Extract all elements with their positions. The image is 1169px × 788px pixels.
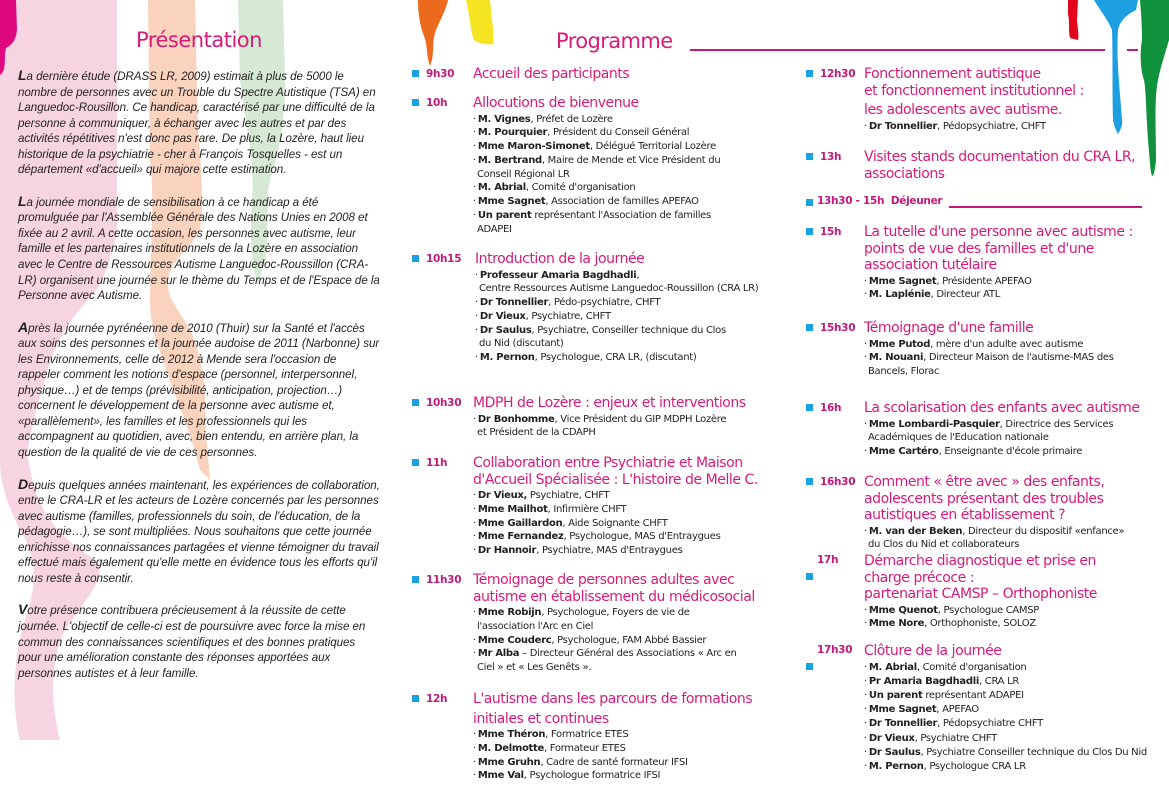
speaker-name: Dr Saulus [868,746,921,758]
speaker-name: Mme Val [477,770,524,782]
programme-time: 17h30 [817,644,853,656]
dropcap: L [18,192,27,209]
speaker-list-item [864,338,1154,352]
square-bullet-icon [806,199,813,206]
dropcap: D [18,475,29,492]
programme-time: 10h30 [426,397,462,409]
bullet-dot-icon: · [473,503,476,515]
speaker-list-item [864,717,1154,731]
speaker-name: Un parent [868,689,923,701]
programme-item-title: Comment « être avec » des enfants, adolescents présentant des troubles autistiques en établissement ? [864,474,1105,523]
speaker-role: , Directeur du dispositif «enfance» [962,525,1125,537]
speaker-list-item [475,324,790,352]
speaker-name: Dr Vieux, [477,490,528,501]
programme-item-title: Témoignage d'une famille [864,320,1034,336]
bullet-dot-icon: · [864,746,867,758]
bullet-dot-icon: · [475,297,478,309]
speaker-list-item [473,503,788,517]
speaker-role: , Enseignante d'école primaire [938,446,1083,458]
speaker-name: Professeur Amaria Bagdhadli [479,269,637,281]
bullet-dot-icon: · [864,446,867,458]
speaker-list [473,413,788,441]
bullet-dot-icon: · [473,154,476,166]
speaker-role-continued: ADAPEI [477,223,512,235]
bullet-dot-icon: · [864,352,867,364]
bullet-dot-icon: · [473,141,476,153]
speaker-name: Mme Nore [868,618,925,630]
speaker-name: M. Pernon [479,352,535,364]
bullet-dot-icon: · [473,648,476,660]
bullet-dot-icon: · [475,324,478,336]
speaker-list-item [864,661,1154,675]
dropcap: A [18,318,29,335]
speaker-role: , Psychologue, MAS d'Entraygues [563,531,721,543]
lunch-label [817,195,942,207]
speaker-role: , Infirmière CHFT [547,503,627,515]
speaker-name: Mme Gaillardon [477,517,563,529]
bullet-dot-icon: · [473,607,476,618]
speaker-role: , Pédopsychiatre, CHFT [937,120,1046,132]
speaker-list [473,728,773,783]
programme-title-rule-end [1127,49,1138,51]
speaker-name: Dr Tonnellier [868,120,938,132]
square-bullet-icon [806,404,813,411]
speaker-role: , Psychologue CRA LR [923,760,1026,772]
speaker-role-continued: l'association l'Arc en Ciel [477,620,594,632]
speaker-name: Mme Putod [868,338,931,350]
presentation-paragraph [18,68,380,178]
bullet-dot-icon: · [475,352,478,364]
programme-item-body [864,553,1154,631]
speaker-list [475,269,790,366]
speaker-list-item [475,351,790,365]
speaker-role: , Directeur ATL [930,289,1000,301]
speaker-role: Psychiatre, CHFT [527,490,610,501]
speaker-list-item [473,489,788,503]
speaker-name: Dr Bonhomme [477,413,555,425]
yellow-splash [466,0,494,44]
bullet-dot-icon: · [473,196,476,208]
speaker-name: Dr Tonnellier [868,718,938,730]
speaker-list-item [473,181,788,195]
speaker-role: , CRA LR [979,675,1020,687]
speaker-list [473,113,788,237]
speaker-list-item [473,517,788,531]
speaker-list-item [864,675,1154,689]
programme-item-body [864,66,1154,133]
programme-item-body [475,251,790,365]
presentation-paragraph [18,602,380,681]
programme-title-rule [690,49,1105,51]
speaker-name: Mme Quenot [868,604,938,616]
speaker-name: M. Abrial [868,661,917,673]
speaker-role-continued: Bancels, Florac [868,366,940,378]
bullet-dot-icon: · [864,275,867,287]
programme-time: 16h [820,402,842,414]
bullet-dot-icon: · [473,729,476,740]
speaker-list-item [475,310,790,324]
speaker-name: M. Laplénie [868,289,931,301]
speaker-role: , [636,269,640,281]
speaker-role: , Vice Président du GIP MDPH Lozère [554,413,727,425]
speaker-list-item [473,140,788,154]
square-bullet-icon [806,663,813,670]
programme-item-title: Visites stands documentation du CRA LR, associations [864,149,1136,182]
square-bullet-icon [412,576,419,583]
bullet-dot-icon: · [473,490,476,501]
speaker-role: , Maire de Mende et Vice Président du [541,154,721,166]
speaker-list [864,418,1154,459]
speaker-name: Mme Maron-Simonet [477,141,590,153]
speaker-name: Pr Amaria Bagdhadli [868,675,979,687]
speaker-list [864,525,1154,553]
speaker-list-item [864,617,1154,631]
speaker-list [864,338,1154,379]
speaker-name: Mme Couderc [477,634,552,646]
programme-item-body [864,400,1154,459]
speaker-role-continued: Centre Ressources Autisme Languedoc-Roussillon (CRA LR) [479,283,759,295]
speaker-list-item [473,209,788,237]
speaker-name: Mme Mailhot [477,503,548,515]
speaker-role: , APEFAO [936,704,979,716]
programme-item-title: MDPH de Lozère : enjeux et interventions [473,395,746,411]
speaker-role: , Psychiatre Conseiller technique du Clos Du Nid [920,746,1147,758]
programme-item-title: Témoignage de personnes adultes avec autisme en établissement du médicosocial [473,572,755,605]
bullet-dot-icon: · [864,604,867,616]
speaker-list-item [473,647,788,675]
bullet-dot-icon: · [864,525,867,537]
speaker-list-item [473,413,788,441]
dropcap: L [18,67,27,83]
speaker-role: – Directeur Général des Associations « Arc en [519,648,737,660]
speaker-list [864,120,1154,134]
programme-time: 11h30 [426,574,462,586]
red-splash [1068,0,1078,40]
speaker-name: Mme Cartéro [868,446,939,458]
programme-item-body [864,320,1154,379]
speaker-name: Mme Théron [477,729,546,740]
programme-time: 12h [426,693,448,705]
speaker-list-item [864,275,1154,289]
speaker-role-continued: du Nid (discutant) [479,338,564,350]
speaker-list-item [473,195,788,209]
programme-time: 15h30 [820,322,856,334]
programme-item-body [473,395,788,440]
bullet-dot-icon: · [473,756,476,768]
speaker-role: , Psychiatre, Conseiller technique du Clos [531,324,726,336]
programme-item-title: Clôture de la journée [864,643,1002,659]
bullet-dot-icon: · [864,675,867,687]
speaker-list-item [864,760,1154,774]
speaker-name: Mme Sagnet [868,275,937,287]
speaker-list-item [864,120,1154,134]
speaker-list-item [473,742,773,756]
square-bullet-icon [412,399,419,406]
paragraph-text: a dernière étude (DRASS LR, 2009) estimait à plus de 5000 le nombre de personnes avec un Trouble du Spectre Autistique (TSA) en Languedoc-Rousillon. Ce handicap, caractérisé par une difficulté de la personne à communiquer, à échanger avec les autres et par des activités répétitives n'est donc pas rare. De plus, la Lozère, haut lieu historique de la psychiatrie - cher à François Tosquelles - est un département «d'accueil» qui majore cette estimation. [18,70,376,177]
programme-item-title: Fonctionnement autistique et fonctionnement institutionnel : les adolescents avec autisme. [864,66,1084,118]
square-bullet-icon [806,228,813,235]
speaker-name: Mme Sagnet [477,196,546,208]
bullet-dot-icon: · [864,618,867,630]
square-bullet-icon [806,153,813,160]
square-bullet-icon [412,695,419,702]
speaker-role: , Orthophoniste, SOLOZ [924,618,1036,630]
speaker-name: Dr Vieux [479,310,526,322]
speaker-role: , Comité d'organisation [525,182,636,194]
speaker-role: , Psychologue, FAM Abbé Bassier [551,634,707,646]
speaker-role: , Psychiatre, MAS d'Entraygues [536,545,683,557]
bullet-dot-icon: · [864,689,867,701]
speaker-role: , Psychologue CAMSP [937,604,1040,616]
bullet-dot-icon: · [473,182,476,194]
bullet-dot-icon: · [864,289,867,301]
speaker-list [473,489,788,558]
speaker-name: M. Nouani [868,352,924,364]
speaker-role: , Formateur ETES [543,742,626,754]
programme-item-title: L'autisme dans les parcours de formations initiales et continues [473,691,753,727]
speaker-role: , Psychiatre, CHFT [525,310,611,322]
programme-item-title: Allocutions de bienvenue [473,95,639,111]
speaker-role: , Comité d'organisation [916,661,1027,673]
speaker-list-item [864,351,1154,379]
square-bullet-icon [412,70,419,77]
speaker-name: Mme Sagnet [868,704,937,716]
speaker-role: , Directrice des Services [999,418,1114,430]
speaker-list-item [864,525,1154,553]
programme-item-title: Introduction de la journée [475,251,645,267]
bullet-dot-icon: · [864,718,867,730]
paragraph-text: epuis quelques années maintenant, les expériences de collaboration, entre le CRA-LR et les acteurs de Lozère concernés par les personnes avec autisme (familles, professionnels du soin, de l'éducation, de la pédagogie…), se sont multipliées. Nous souhaitons que cette journée enrichisse nos connaissances partagées et vienne témoigner du travail effectué mais également qu'elle mette en évidence tous les efforts qu'il nous reste à consentir. [18,478,380,585]
speaker-list-item [473,530,788,544]
bullet-dot-icon: · [473,210,476,222]
speaker-list-item [864,418,1154,446]
speaker-name: M. van der Beken [868,525,963,537]
speaker-name: M. Pourquier [477,127,548,139]
speaker-role: représentant ADAPEI [922,689,1024,701]
speaker-name: Dr Vieux [868,732,915,744]
speaker-list [864,275,1154,303]
speaker-name: Dr Tonnellier [479,297,549,309]
bullet-dot-icon: · [864,704,867,716]
speaker-role: , Délégué Territorial Lozère [589,141,716,153]
bullet-dot-icon: · [473,113,476,125]
speaker-list-item [473,126,788,140]
square-bullet-icon [806,324,813,331]
programme-item-body [473,66,788,83]
programme-time: 10h [426,97,448,109]
square-bullet-icon [412,255,419,262]
speaker-list-item [864,703,1154,717]
programme-time: 10h15 [426,253,462,265]
speaker-role: , Psychiatre CHFT [914,732,997,744]
speaker-role: , Pédo-psychiatre, CHFT [548,297,661,309]
lunch-title: Déjeuner [890,195,943,207]
square-bullet-icon [806,478,813,485]
speaker-role: , Psychologue, CRA LR, (discutant) [534,352,697,364]
speaker-list-item [473,606,788,634]
programme-item-body [473,95,788,237]
presentation-title: Présentation [136,28,262,52]
bullet-dot-icon: · [864,338,867,350]
bullet-dot-icon: · [864,120,867,132]
speaker-name: Dr Saulus [479,324,532,336]
speaker-role: représentant l'Association de familles [531,210,711,222]
paragraph-text: otre présence contribuera précieusement à la réussite de cette journée. L'objectif de celle-ci est de poursuivre avec force la mise en commun des connaissances scientifiques et des bonnes pratiques pour une amélioration constante des réponses apportées aux personnes autistes et à leur famille. [18,604,366,680]
speaker-role: , Préfet de Lozère [530,113,613,125]
programme-title: Programme [556,29,673,53]
bullet-dot-icon: · [864,661,867,673]
speaker-list-item [473,113,788,127]
bullet-dot-icon: · [864,760,867,772]
speaker-name: M. Bertrand [477,154,542,166]
speaker-list [473,606,788,675]
speaker-role: , mère d'un adulte avec autisme [930,338,1084,350]
programme-item-title: La scolarisation des enfants avec autisme [864,400,1140,416]
speaker-name: Mme Gruhn [477,756,541,768]
square-bullet-icon [412,459,419,466]
presentation-paragraph [18,320,380,461]
speaker-name: Mr Alba [477,648,520,660]
speaker-name: Un parent [477,210,532,222]
programme-time: 9h30 [426,68,455,80]
programme-item-body [864,149,1154,182]
bullet-dot-icon: · [473,531,476,543]
speaker-list [864,604,1154,632]
speaker-list-item [864,445,1154,459]
bullet-dot-icon: · [473,742,476,754]
bullet-dot-icon: · [473,517,476,529]
speaker-role-continued: du Clos du Nid et collaborateurs [868,539,1020,551]
lunch-time: 13h30 - 15h [817,195,885,207]
presentation-section [18,28,380,697]
bullet-dot-icon: · [864,732,867,744]
presentation-paragraph [18,477,380,587]
bullet-dot-icon: · [475,269,478,281]
speaker-name: Mme Fernandez [477,531,564,543]
speaker-role: , Psychologue, Foyers de vie de [541,607,690,618]
speaker-role-continued: et Président de la CDAPH [477,427,596,439]
speaker-list-item [864,604,1154,618]
speaker-name: M. Pernon [868,760,924,772]
speaker-role: , Aide Soignante CHFT [562,517,668,529]
bullet-dot-icon: · [473,127,476,139]
speaker-role: , Cadre de santé formateur IFSI [540,756,688,768]
speaker-list-item [864,288,1154,302]
bullet-dot-icon: · [473,770,476,782]
speaker-role-continued: Académiques de l'Education nationale [868,432,1049,444]
programme-item-body [473,572,788,675]
programme-time: 16h30 [820,476,856,488]
speaker-list-item [473,154,788,182]
speaker-role: , Directeur Maison de l'autisme-MAS des [923,352,1114,364]
speaker-role: , Association de familles APEFAO [545,196,699,208]
speaker-name: Mme Lombardi-Pasquier [868,418,1000,430]
speaker-role-continued: Conseil Régional LR [477,168,570,180]
square-bullet-icon [806,573,813,580]
speaker-list [864,661,1154,775]
speaker-role: , Pédopsychiatre CHFT [937,718,1043,730]
speaker-name: Mme Robijn [477,607,542,618]
programme-item-body [473,691,773,783]
bullet-dot-icon: · [473,634,476,646]
speaker-name: M. Delmotte [477,742,544,754]
speaker-name: M. Abrial [477,182,526,194]
programme-item-title: Accueil des participants [473,66,630,82]
speaker-list-item [473,544,788,558]
speaker-name: Dr Hannoir [477,545,537,557]
programme-time: 15h [820,226,842,238]
speaker-role: , Psychologue formatrice IFSI [523,770,661,782]
speaker-name: M. Vignes [477,113,531,125]
programme-item-title: Démarche diagnostique et prise en charge précoce : partenariat CAMSP – Orthophoniste [864,553,1097,602]
programme-time: 17h [817,554,839,566]
programme-item-title: Collaboration entre Psychiatrie et Maison d'Accueil Spécialisée : L'histoire de Melle C. [473,455,758,488]
bullet-dot-icon: · [475,310,478,322]
speaker-list-item [864,732,1154,746]
speaker-role: , Formatrice ETES [545,729,629,740]
programme-time: 13h [820,151,842,163]
speaker-list-item [473,756,773,770]
presentation-paragraph [18,194,380,304]
speaker-role-continued: Ciel » et « Les Genêts ». [477,662,592,674]
speaker-list-item [473,728,773,742]
programme-time: 11h [426,457,448,469]
speaker-list-item [473,769,773,783]
speaker-role: , Président du Conseil Général [547,127,690,139]
dropcap: V [18,601,28,618]
speaker-list-item [864,746,1154,760]
paragraph-text: a journée mondiale de sensibilisation à ce handicap a été promulguée par l'Assemblée Générale des Nations Unies en 2008 et fixée au 2 avril. A cette occasion, les personnes avec autisme, leur famille et les partenaires institutionnels de la Lozère en association avec le Centre de Ressources Autisme Languedoc-Roussillon (CRA-LR) organisent une journée sur le thème du Temps et de l'Espace de la Personne avec Autisme. [18,195,380,303]
speaker-role: , Présidente APEFAO [936,275,1032,287]
programme-time: 12h30 [820,68,856,80]
speaker-list-item [475,296,790,310]
orange-splash [418,0,448,66]
programme-item-body [864,474,1154,552]
paragraph-text: près la journée pyrénéenne de 2010 (Thuir) sur la Santé et l'accès aux soins des personnes et la journée audoise de 2011 (Narbonne) sur les Environnements, celle de 2012 à Mende sera l'occasion de rappeler comment les notions d'espace (personnel, interpersonnel, physique…) et de temps (prévisibilité, anticipation, projection…) concernent le développement de la personne avec autisme et, «parallèlement», les familles et les professionnels qui les accompagnent au quotidien, avec, bien entendu, en arrière plan, la question de la qualité de vie de ces personnes. [18,321,380,460]
square-bullet-icon [412,99,419,106]
square-bullet-icon [806,70,813,77]
bullet-dot-icon: · [473,545,476,557]
programme-item-body [473,455,788,558]
programme-item-body [864,643,1154,774]
programme-item-body [864,224,1154,302]
bullet-dot-icon: · [473,413,476,425]
programme-item-title: La tutelle d'une personne avec autisme : points de vue des familles et d'une association tutélaire [864,224,1133,273]
bullet-dot-icon: · [864,418,867,430]
lunch-rule [949,206,1142,208]
speaker-list-item [473,634,788,648]
speaker-list-item [864,689,1154,703]
speaker-list-item [475,269,790,297]
